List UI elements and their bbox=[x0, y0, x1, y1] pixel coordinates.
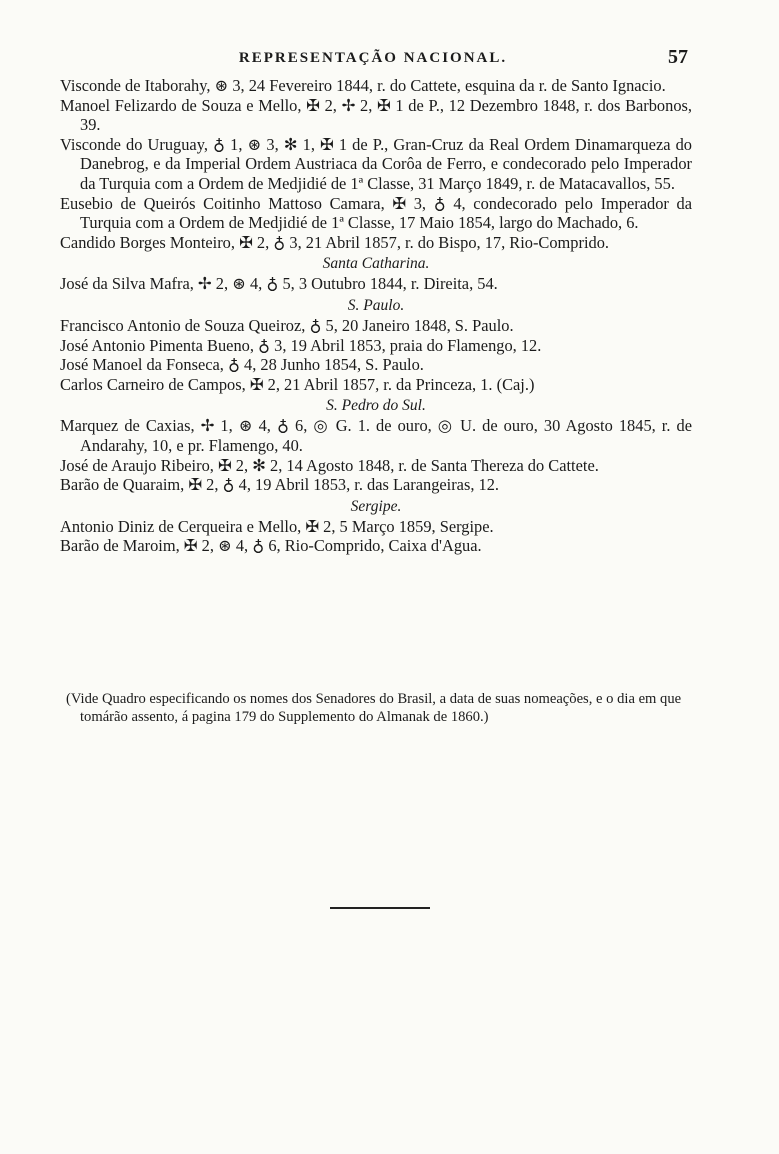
senator-list bbox=[60, 76, 692, 556]
footnote: (Vide Quadro especificando os nomes dos Senadores do Brasil, a data de suas nomeações, e o dia em que tomárão assento, á pagina 179 do Supplemento do Almanak de 1860.) bbox=[66, 691, 682, 725]
list-item: José Antonio Pimenta Bueno, ♁ 3, 19 Abril 1853, praia do Flamengo, 12. bbox=[60, 335, 542, 355]
list-item: Barão de Quaraim, ✠ 2, ♁ 4, 19 Abril 1853, r. das Larangeiras, 12. bbox=[60, 475, 500, 495]
province-heading-sao-paulo: S. Paulo. bbox=[347, 296, 405, 314]
list-item: José de Araujo Ribeiro, ✠ 2, ✻ 2, 14 Agosto 1848, r. de Santa Thereza do Cattete. bbox=[60, 455, 599, 475]
province-heading-santa-catharina: Santa Catharina. bbox=[322, 255, 430, 273]
list-item: Manoel Felizardo de Souza e Mello, ✠ 2, ✢ 2, ✠ 1 de P., 12 Dezembro 1848, r. dos Barbonos, 39. bbox=[60, 95, 692, 135]
page-number: 57 bbox=[668, 46, 688, 68]
running-title: REPRESENTAÇÃO NACIONAL. bbox=[238, 50, 508, 66]
list-item: Barão de Maroim, ✠ 2, ⊛ 4, ♁ 6, Rio-Comprido, Caixa d'Agua. bbox=[60, 536, 482, 556]
list-item: Eusebio de Queirós Coitinho Mattoso Camara, ✠ 3, ♁ 4, condecorado pelo Imperador da Turquia com a Ordem de Medjidié de 1ª Classe, 17 Maio 1854, largo do Machado, 6. bbox=[60, 193, 692, 233]
list-item: Candido Borges Monteiro, ✠ 2, ♁ 3, 21 Abril 1857, r. do Bispo, 17, Rio-Comprido. bbox=[60, 232, 610, 252]
province-heading-sergipe: Sergipe. bbox=[350, 497, 402, 515]
list-item: José Manoel da Fonseca, ♁ 4, 28 Junho 1854, S. Paulo. bbox=[60, 355, 424, 375]
list-item: José da Silva Mafra, ✢ 2, ⊛ 4, ♁ 5, 3 Outubro 1844, r. Direita, 54. bbox=[60, 274, 498, 294]
list-item: Francisco Antonio de Souza Queiroz, ♁ 5, 20 Janeiro 1848, S. Paulo. bbox=[60, 315, 514, 335]
list-item: Visconde de Itaborahy, ⊛ 3, 24 Fevereiro 1844, r. do Cattete, esquina da r. de Santo Ignacio. bbox=[60, 76, 666, 95]
page-header bbox=[58, 46, 688, 70]
list-item: Marquez de Caxias, ✢ 1, ⊛ 4, ♁ 6, ◎ G. 1. de ouro, ◎ U. de ouro, 30 Agosto 1845, r. de Andarahy, 10, e pr. Flamengo, 40. bbox=[60, 416, 692, 455]
list-item: Visconde do Uruguay, ♁ 1, ⊛ 3, ✻ 1, ✠ 1 de P., Gran-Cruz da Real Ordem Dinamarqueza do Danebrog, e da Imperial Ordem Austriaca da Corôa de Ferro, e condecorado pelo Imperador da Turquia com a Ordem de Medjidié de 1ª Classe, 31 Março 1849, r. de Matacavallos, 55. bbox=[60, 134, 692, 193]
province-heading-sao-pedro-do-sul: S. Pedro do Sul. bbox=[326, 397, 426, 415]
list-item: Carlos Carneiro de Campos, ✠ 2, 21 Abril 1857, r. da Princeza, 1. (Caj.) bbox=[60, 374, 535, 394]
list-item: Antonio Diniz de Cerqueira e Mello, ✠ 2, 5 Março 1859, Sergipe. bbox=[60, 516, 494, 536]
divider-rule bbox=[330, 907, 430, 909]
